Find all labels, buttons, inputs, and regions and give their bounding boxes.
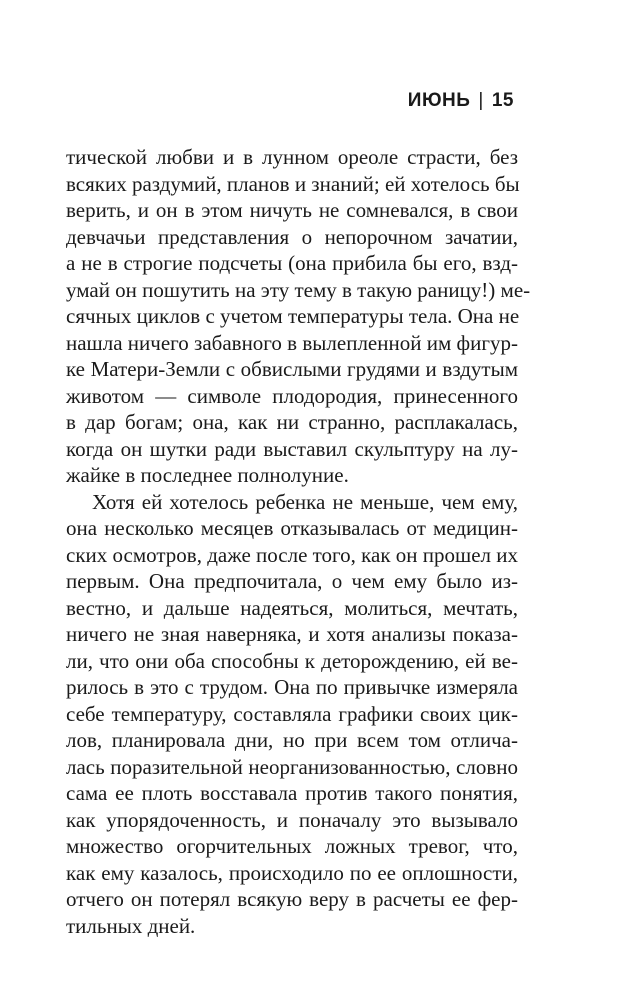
- text-line: тической любви и в лунном ореоле страсти, без: [66, 145, 518, 169]
- text-line: сячных циклов с учетом температуры тела. Она не: [66, 304, 520, 328]
- text-line: первым. Она предпочитала, о чем ему было из-: [66, 569, 518, 593]
- text-line: ли, что они оба способны к деторождению, ей ве-: [66, 648, 518, 673]
- text-line: как ему казалось, происходило по ее оплошности,: [66, 860, 518, 885]
- text-line: Хотя ей хотелось ребенка не меньше, чем ему,: [92, 489, 518, 514]
- text-line: отчего он потерял всякую веру в расчеты ее фер-: [66, 887, 518, 911]
- text-line: вестно, и дальше надеяться, молиться, мечтать,: [66, 595, 518, 620]
- running-header: [408, 90, 514, 112]
- text-line: сама ее плоть восставала против такого понятия,: [66, 781, 518, 805]
- chapter-title: ИЮНЬ: [407, 90, 471, 111]
- text-line: лов, планировала дни, но при всем том отлича-: [66, 728, 518, 752]
- text-line: когда он шутки ради выставил скульптуру на лу-: [66, 436, 518, 461]
- text-line: а не в строгие подсчеты (она прибила бы его, взд-: [66, 251, 518, 275]
- text-line: жайке в последнее полнолуние.: [66, 463, 349, 487]
- page-number: 15: [491, 90, 514, 111]
- text-line: множество огорчительных ложных тревог, что,: [66, 834, 518, 858]
- text-line: лась поразительной неорганизованностью, словно: [66, 754, 518, 779]
- body-text: [66, 144, 531, 939]
- text-line: верить, и он в этом ничуть не сомневался, в свои: [66, 198, 518, 222]
- text-line: в дар богам; она, как ни странно, расплакалась,: [66, 410, 518, 434]
- text-line: ских осмотров, даже после того, как он прошел их: [66, 542, 518, 567]
- header-separator: |: [478, 90, 484, 111]
- text-line: девчачьи представления о непорочном зачатии,: [66, 224, 518, 249]
- text-line: умай он пошутить на эту тему в такую раницу!) ме-: [66, 277, 531, 302]
- text-line: она несколько месяцев отказывалась от медицин-: [66, 516, 518, 540]
- text-line: рилось в это с трудом. Она по привычке измеряла: [66, 675, 518, 699]
- text-line: ничего не зная наверняка, и хотя анализы показа-: [66, 622, 518, 646]
- text-line: себе температуру, составляла графики своих цик-: [66, 701, 518, 726]
- text-line: животом — символе плодородия, принесенного: [66, 383, 518, 408]
- text-line: всяких раздумий, планов и знаний; ей хотелось бы: [66, 171, 520, 196]
- text-line: тильных дней.: [66, 913, 196, 938]
- text-line: как упорядоченность, и поначалу это вызывало: [66, 807, 518, 832]
- text-line: нашла ничего забавного в вылепленной им фигур-: [66, 330, 518, 355]
- text-line: ке Матери-Земли с обвислыми грудями и вздутым: [66, 357, 518, 381]
